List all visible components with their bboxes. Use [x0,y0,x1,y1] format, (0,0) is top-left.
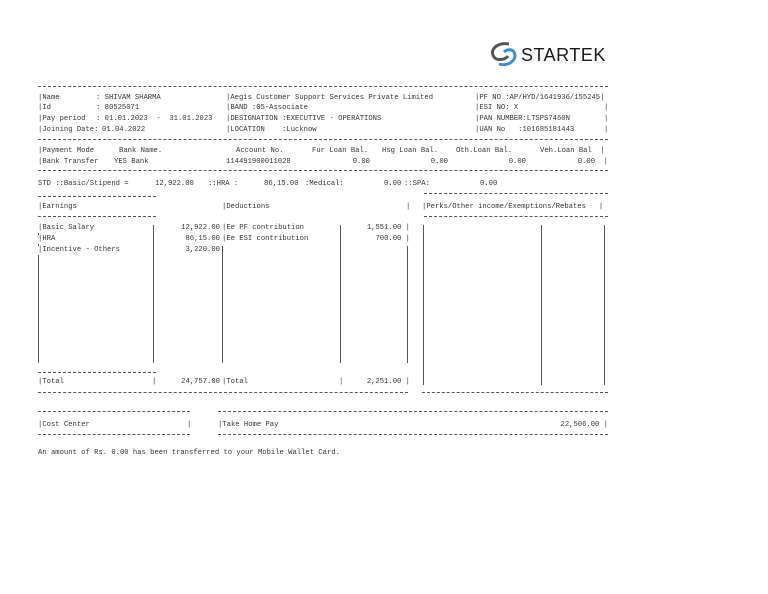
separator [218,411,608,412]
take-home-value: 22,506.00 | [560,421,608,429]
separator [424,216,608,217]
pipe: | [604,126,609,134]
name-value: : SHIVAM SHARMA [96,94,161,102]
pipe: | [604,115,609,123]
column-rule [423,225,424,385]
company-name: |Aegis Customer Support Services Private Limited [226,94,434,102]
pipe: | [406,203,411,211]
oth-loan-header: Oth.Loan Bal. [456,147,513,155]
esi-number: |ESI NO: X [475,104,519,112]
std-spa-value: 0.00 [480,180,498,188]
veh-loan-header: Veh.Loan Bal | [540,147,605,155]
uan-number: |UAN No :101685181443 [475,126,575,134]
location: |LOCATION :Lucknow [226,126,317,134]
column-rule [340,225,341,363]
band: |BAND :05-Associate [226,104,308,112]
deductions-total-value: 2,251.00 | [366,378,410,386]
deductions-total-label: |Total [222,378,248,386]
pipe: | [187,421,192,429]
std-basic-value: 12,922.00 [155,180,194,188]
deduction-label: |Ee PF contribution [222,224,304,232]
std-spa-label: ::SPA: [404,180,430,188]
payment-mode-header: |Payment Mode [38,147,95,155]
hsg-loan-header: Hsg Loan Bal. [382,147,439,155]
designation: |DESIGNATION :EXECUTIVE - OPERATIONS [226,115,382,123]
pipe: | [152,378,157,386]
earning-label: |Basic Salary [38,224,95,232]
std-hra-value: 86,15.00 [264,180,299,188]
pay-period-label: |Pay period [38,115,86,123]
std-hra-label: ::HRA : [208,180,239,188]
separator [38,434,190,435]
column-rule [407,246,408,363]
id-value: : 80525071 [96,104,140,112]
wallet-transfer-note: An amount of Rs. 0.00 has been transferred to your Mobile Wallet Card. [38,449,340,457]
earnings-total-label: |Total [38,378,64,386]
separator [38,196,156,197]
perks-header: |Perks/Other income/Exemptions/Rebates | [422,203,604,211]
separator [422,392,608,393]
earning-amount: 3,220.00 [185,246,220,254]
earning-amount: 86,15.00 [185,235,220,243]
separator [38,170,608,171]
pan-number: |PAN NUMBER:LTSPS7460N [475,115,570,123]
fur-loan-value: 0.00 [352,158,370,166]
earning-amount: 12,922.00 [181,224,220,232]
std-medical-label: :Medical: [305,180,344,188]
column-rule [541,225,542,385]
bank-name-value: YES Bank [114,158,149,166]
separator [218,434,608,435]
cost-center-label: |Cost Center [38,421,90,429]
earning-label: |HRA [38,235,56,243]
separator [38,86,608,87]
std-medical-value: 0.00 [384,180,402,188]
column-rule [153,225,154,363]
name-label: |Name [38,94,60,102]
column-rule [604,225,605,385]
bank-name-header: Bank Name. [119,147,163,155]
separator [38,372,156,373]
deduction-label: |Ee ESI contribution [222,235,309,243]
pipe: | [339,378,344,386]
hsg-loan-value: 0.00 [430,158,448,166]
account-no-header: Account No. [236,147,284,155]
pay-period-value: : 01.01.2023 - 31.01.2023 [96,115,213,123]
joining-date-value: 01.04.2022 [102,126,146,134]
startek-swoosh-icon [487,40,521,70]
separator [38,392,408,393]
deduction-amount: 700.00 | [375,235,410,243]
pf-number: |PF NO :AP/HYD/1641936/155245| [475,94,605,102]
joining-date-label: |Joining Date: [38,126,99,134]
pipe: | [604,104,609,112]
startek-logo [487,40,606,70]
separator [38,411,190,412]
earning-label: |Incentive - Others [38,246,120,254]
id-label: |Id [38,104,51,112]
take-home-label: |Take Home Pay [218,421,279,429]
fur-loan-header: Fur Loan Bal. [312,147,369,155]
earnings-total-value: 24,757.00 [181,378,220,386]
column-rule [222,246,223,363]
payment-mode-value: |Bank Transfer [38,158,99,166]
logo-wordmark: STARTEK [521,45,606,65]
separator [38,139,608,140]
veh-loan-value: 0.00 | [577,158,608,166]
separator [38,216,156,217]
oth-loan-value: 0.00 [508,158,526,166]
std-basic-label: STD ::Basic/Stipend = [38,180,129,188]
separator [424,193,608,194]
deductions-header: |Deductions [222,203,270,211]
account-no-value: 114491900011028 [226,158,291,166]
deduction-amount: 1,551.00 | [366,224,410,232]
earnings-header: |Earnings [38,203,77,211]
